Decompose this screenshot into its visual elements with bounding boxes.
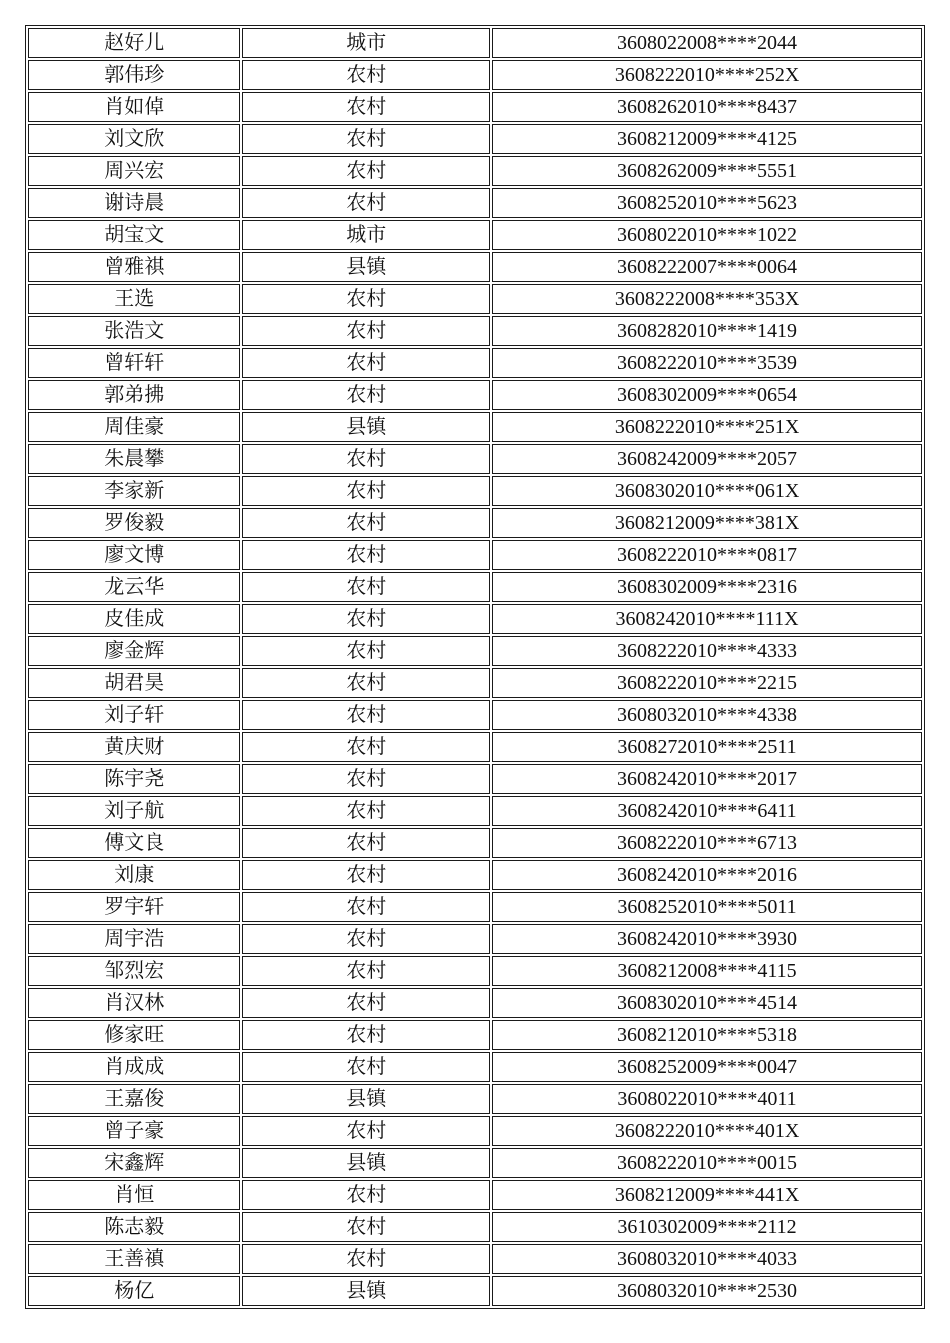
category-cell: 农村 <box>242 796 490 826</box>
table-row <box>28 316 922 346</box>
category-cell: 农村 <box>242 572 490 602</box>
table-row <box>28 764 922 794</box>
table-row <box>28 476 922 506</box>
table-row <box>28 956 922 986</box>
category-cell: 农村 <box>242 380 490 410</box>
id-number-cell: 3608212010****5318 <box>492 1020 922 1050</box>
category-cell: 农村 <box>242 476 490 506</box>
name-cell: 王嘉俊 <box>28 1084 240 1114</box>
name-cell: 谢诗晨 <box>28 188 240 218</box>
id-number-cell: 3608222007****0064 <box>492 252 922 282</box>
category-cell: 农村 <box>242 508 490 538</box>
category-cell: 县镇 <box>242 412 490 442</box>
id-number-cell: 3608282010****1419 <box>492 316 922 346</box>
id-number-cell: 3608212009****4125 <box>492 124 922 154</box>
student-roster-table <box>25 25 925 1309</box>
table-row <box>28 1244 922 1274</box>
name-cell: 郭伟珍 <box>28 60 240 90</box>
category-cell: 农村 <box>242 1212 490 1242</box>
table-row <box>28 1116 922 1146</box>
id-number-cell: 3608022010****4011 <box>492 1084 922 1114</box>
table-row <box>28 284 922 314</box>
table-row <box>28 828 922 858</box>
table-row <box>28 1276 922 1306</box>
category-cell: 农村 <box>242 316 490 346</box>
table-row <box>28 1020 922 1050</box>
category-cell: 农村 <box>242 1244 490 1274</box>
category-cell: 农村 <box>242 668 490 698</box>
name-cell: 胡宝文 <box>28 220 240 250</box>
id-number-cell: 3608022008****2044 <box>492 28 922 58</box>
category-cell: 农村 <box>242 636 490 666</box>
table-row <box>28 1180 922 1210</box>
category-cell: 农村 <box>242 764 490 794</box>
name-cell: 肖成成 <box>28 1052 240 1082</box>
name-cell: 黄庆财 <box>28 732 240 762</box>
table-row <box>28 188 922 218</box>
id-number-cell: 3608212009****441X <box>492 1180 922 1210</box>
roster-table-body <box>28 28 922 1306</box>
category-cell: 县镇 <box>242 252 490 282</box>
id-number-cell: 3608222010****3539 <box>492 348 922 378</box>
name-cell: 刘子轩 <box>28 700 240 730</box>
table-row <box>28 508 922 538</box>
table-row <box>28 892 922 922</box>
category-cell: 农村 <box>242 1116 490 1146</box>
category-cell: 农村 <box>242 892 490 922</box>
category-cell: 城市 <box>242 28 490 58</box>
id-number-cell: 3608222010****6713 <box>492 828 922 858</box>
table-row <box>28 156 922 186</box>
name-cell: 宋鑫辉 <box>28 1148 240 1178</box>
name-cell: 邹烈宏 <box>28 956 240 986</box>
name-cell: 廖金辉 <box>28 636 240 666</box>
category-cell: 农村 <box>242 284 490 314</box>
name-cell: 罗俊毅 <box>28 508 240 538</box>
name-cell: 周佳豪 <box>28 412 240 442</box>
category-cell: 农村 <box>242 924 490 954</box>
name-cell: 胡君昊 <box>28 668 240 698</box>
id-number-cell: 3608222010****0817 <box>492 540 922 570</box>
id-number-cell: 3608302009****2316 <box>492 572 922 602</box>
category-cell: 县镇 <box>242 1148 490 1178</box>
name-cell: 肖如倬 <box>28 92 240 122</box>
table-row <box>28 988 922 1018</box>
name-cell: 肖恒 <box>28 1180 240 1210</box>
table-row <box>28 28 922 58</box>
category-cell: 农村 <box>242 732 490 762</box>
name-cell: 王选 <box>28 284 240 314</box>
table-row <box>28 636 922 666</box>
name-cell: 刘文欣 <box>28 124 240 154</box>
name-cell: 罗宇轩 <box>28 892 240 922</box>
table-row <box>28 92 922 122</box>
id-number-cell: 3608022010****1022 <box>492 220 922 250</box>
name-cell: 刘康 <box>28 860 240 890</box>
table-row <box>28 124 922 154</box>
name-cell: 刘子航 <box>28 796 240 826</box>
name-cell: 朱晨攀 <box>28 444 240 474</box>
id-number-cell: 3608212008****4115 <box>492 956 922 986</box>
table-row <box>28 540 922 570</box>
category-cell: 农村 <box>242 348 490 378</box>
table-row <box>28 348 922 378</box>
category-cell: 农村 <box>242 956 490 986</box>
id-number-cell: 3608252010****5011 <box>492 892 922 922</box>
table-row <box>28 860 922 890</box>
category-cell: 农村 <box>242 604 490 634</box>
category-cell: 农村 <box>242 860 490 890</box>
id-number-cell: 3608222010****0015 <box>492 1148 922 1178</box>
table-row <box>28 700 922 730</box>
name-cell: 皮佳成 <box>28 604 240 634</box>
name-cell: 周兴宏 <box>28 156 240 186</box>
id-number-cell: 3608032010****4033 <box>492 1244 922 1274</box>
table-row <box>28 60 922 90</box>
id-number-cell: 3608032010****2530 <box>492 1276 922 1306</box>
name-cell: 赵好儿 <box>28 28 240 58</box>
category-cell: 农村 <box>242 1052 490 1082</box>
name-cell: 曾子豪 <box>28 1116 240 1146</box>
id-number-cell: 3608242009****2057 <box>492 444 922 474</box>
id-number-cell: 3608242010****2016 <box>492 860 922 890</box>
name-cell: 杨亿 <box>28 1276 240 1306</box>
id-number-cell: 3610302009****2112 <box>492 1212 922 1242</box>
name-cell: 廖文博 <box>28 540 240 570</box>
id-number-cell: 3608222010****4333 <box>492 636 922 666</box>
id-number-cell: 3608212009****381X <box>492 508 922 538</box>
name-cell: 修家旺 <box>28 1020 240 1050</box>
id-number-cell: 3608302010****061X <box>492 476 922 506</box>
id-number-cell: 3608222010****252X <box>492 60 922 90</box>
id-number-cell: 3608242010****3930 <box>492 924 922 954</box>
id-number-cell: 3608302010****4514 <box>492 988 922 1018</box>
table-row <box>28 1212 922 1242</box>
name-cell: 傅文良 <box>28 828 240 858</box>
category-cell: 农村 <box>242 1020 490 1050</box>
table-row <box>28 604 922 634</box>
category-cell: 农村 <box>242 124 490 154</box>
name-cell: 肖汉林 <box>28 988 240 1018</box>
table-row <box>28 1148 922 1178</box>
category-cell: 农村 <box>242 444 490 474</box>
name-cell: 周宇浩 <box>28 924 240 954</box>
table-row <box>28 796 922 826</box>
id-number-cell: 3608242010****111X <box>492 604 922 634</box>
category-cell: 农村 <box>242 188 490 218</box>
name-cell: 张浩文 <box>28 316 240 346</box>
category-cell: 农村 <box>242 988 490 1018</box>
id-number-cell: 3608222010****401X <box>492 1116 922 1146</box>
id-number-cell: 3608262009****5551 <box>492 156 922 186</box>
id-number-cell: 3608242010****6411 <box>492 796 922 826</box>
table-row <box>28 1084 922 1114</box>
table-row <box>28 668 922 698</box>
category-cell: 农村 <box>242 700 490 730</box>
name-cell: 陈宇尧 <box>28 764 240 794</box>
category-cell: 农村 <box>242 1180 490 1210</box>
name-cell: 王善禛 <box>28 1244 240 1274</box>
id-number-cell: 3608242010****2017 <box>492 764 922 794</box>
name-cell: 曾轩轩 <box>28 348 240 378</box>
table-row <box>28 412 922 442</box>
table-row <box>28 380 922 410</box>
category-cell: 农村 <box>242 156 490 186</box>
id-number-cell: 3608032010****4338 <box>492 700 922 730</box>
category-cell: 县镇 <box>242 1276 490 1306</box>
id-number-cell: 3608302009****0654 <box>492 380 922 410</box>
id-number-cell: 3608252009****0047 <box>492 1052 922 1082</box>
name-cell: 郭弟拂 <box>28 380 240 410</box>
name-cell: 龙云华 <box>28 572 240 602</box>
table-row <box>28 444 922 474</box>
table-row <box>28 572 922 602</box>
name-cell: 陈志毅 <box>28 1212 240 1242</box>
table-row <box>28 924 922 954</box>
id-number-cell: 3608222010****251X <box>492 412 922 442</box>
id-number-cell: 3608222008****353X <box>492 284 922 314</box>
category-cell: 农村 <box>242 540 490 570</box>
table-row <box>28 1052 922 1082</box>
name-cell: 李家新 <box>28 476 240 506</box>
category-cell: 城市 <box>242 220 490 250</box>
category-cell: 农村 <box>242 92 490 122</box>
id-number-cell: 3608222010****2215 <box>492 668 922 698</box>
category-cell: 农村 <box>242 60 490 90</box>
table-row <box>28 220 922 250</box>
category-cell: 农村 <box>242 828 490 858</box>
category-cell: 县镇 <box>242 1084 490 1114</box>
id-number-cell: 3608252010****5623 <box>492 188 922 218</box>
table-row <box>28 732 922 762</box>
table-row <box>28 252 922 282</box>
name-cell: 曾雅祺 <box>28 252 240 282</box>
id-number-cell: 3608272010****2511 <box>492 732 922 762</box>
id-number-cell: 3608262010****8437 <box>492 92 922 122</box>
